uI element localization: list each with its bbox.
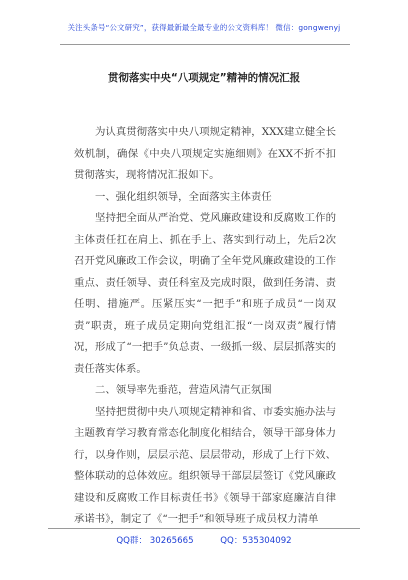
footer-divider [48, 528, 360, 529]
document-body [74, 122, 336, 531]
intro-paragraph: 为认真贯彻落实中央八项规定精神，XXX建立健全长效机制，确保《中央八项规定实施细则》在XX不折不扣贯彻落实，现将情况汇报如下。 [74, 126, 336, 181]
footer-qq-number: QQ：535304092 [220, 536, 292, 546]
document-title: 贯彻落实中央“八项规定”精神的情况汇报 [107, 72, 301, 84]
header-divider [60, 44, 350, 45]
section-heading-1: 一、强化组织领导，全面落实主体责任 [95, 190, 272, 203]
footer-qq-group: QQ群： 30265665 [116, 536, 194, 546]
section-paragraph-2: 坚持把贯彻中央八项规定精神和省、市委实施办法与主题教育学习教育常态化制度化相结合，领导干部身体力行，以身作则，层层示范、层层带动，形成了上行下效、整体联动的总体效应。组织领导干部层层签订《党风廉政建设和反腐败工作目标责任书》《领导干部家庭廉洁自律承诺书》，制定了《“一把手”和领导班子成员权力清单 [74, 405, 336, 525]
footer-contacts [0, 534, 408, 546]
section-heading-2: 二、领导率先垂范，营造风清气正氛围 [95, 384, 272, 396]
section-paragraph-1: 坚持把全面从严治党、党风廉政建设和反腐败工作的主体责任扛在肩上、抓在手上、落实到行动上，先后2次召开党风廉政工作会议，明确了全年党风廉政建设的工作重点、责任领导、责任科室及完成时限，做到任务清、责任明、措施严。压紧压实“一把手”和班子成员“一岗双责”职责，班子成员定期向党组汇报“一岗双责”履行情况，形成了“一把手”负总责、一级抓一级、层层抓落实的责任落实体系。 [74, 212, 336, 375]
header-banner: 关注头条号“公文研究”，获得最新最全最专业的公文资料库！ 微信：gongwenyj [67, 23, 341, 32]
